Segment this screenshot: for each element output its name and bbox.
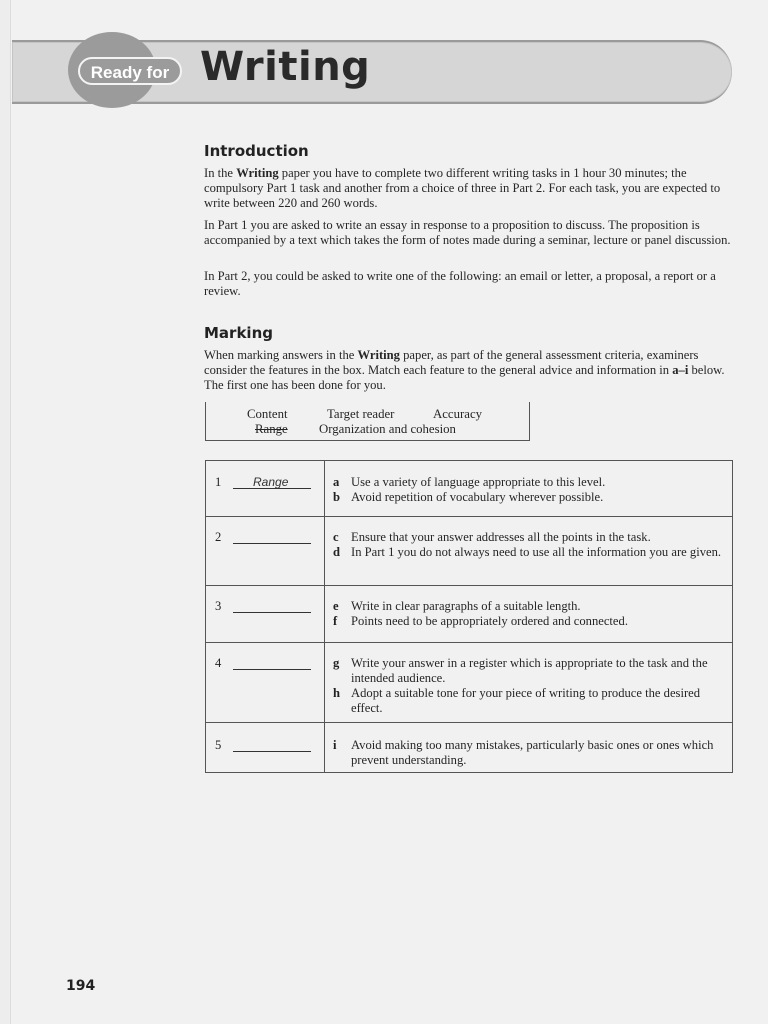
row-number: 4: [215, 656, 222, 670]
introduction-paragraph-1: In the Writing paper you have to complete two different writing tasks in 1 hour 30 minutes; the compulsory Part 1 task and another from a choice of three in Part 2. For each task, you are expected to write between 220 and 260 words.: [204, 166, 721, 210]
feature-organization-and-cohesion: Organization and cohesion: [319, 422, 456, 436]
advice-letter: i: [333, 738, 337, 752]
advice-letter: e: [333, 599, 339, 613]
advice-text: Write your answer in a register which is appropriate to the task and the intended audience.: [351, 656, 708, 685]
introduction-heading: Introduction: [204, 142, 309, 160]
table-column-divider: [324, 461, 325, 772]
advice-letter: h: [333, 686, 341, 700]
advice-letter: a: [333, 475, 340, 489]
advice-text: Avoid repetition of vocabulary wherever possible.: [351, 490, 604, 504]
advice-text: Use a variety of language appropriate to this level.: [351, 475, 606, 489]
answer-blank[interactable]: [233, 739, 311, 752]
page-title: Writing: [200, 44, 371, 90]
feature-target-reader: Target reader: [327, 407, 395, 421]
row-number: 1: [215, 475, 222, 489]
table-row-divider: [206, 642, 732, 643]
answer-blank[interactable]: [233, 657, 311, 670]
table-row-divider: [206, 516, 732, 517]
introduction-paragraph-3: In Part 2, you could be asked to write one of the following: an email or letter, a proposal, a report or a review.: [204, 269, 716, 298]
answer-blank[interactable]: [233, 531, 311, 544]
row-number: 3: [215, 599, 222, 613]
feature-range: Range: [255, 422, 288, 436]
features-box: [205, 402, 530, 441]
advice-text: Ensure that your answer addresses all the points in the task.: [351, 530, 651, 544]
advice-letter: d: [333, 545, 341, 559]
advice-letter: b: [333, 490, 341, 504]
advice-text: Adopt a suitable tone for your piece of writing to produce the desired effect.: [351, 686, 701, 715]
feature-accuracy: Accuracy: [433, 407, 483, 421]
table-row-divider: [206, 585, 732, 586]
answer-blank[interactable]: Range: [233, 476, 311, 489]
ready-for-badge: Ready for: [78, 57, 182, 85]
advice-letter: g: [333, 656, 340, 670]
advice-text: In Part 1 you do not always need to use all the information you are given.: [351, 545, 722, 559]
marking-heading: Marking: [204, 324, 273, 342]
advice-text: Points need to be appropriately ordered and connected.: [351, 614, 628, 628]
matching-table: [205, 460, 733, 773]
feature-content: Content: [247, 407, 288, 421]
row-number: 5: [215, 738, 222, 752]
answer-blank[interactable]: [233, 600, 311, 613]
advice-letter: f: [333, 614, 338, 628]
advice-text: Write in clear paragraphs of a suitable length.: [351, 599, 581, 613]
introduction-paragraph-2: In Part 1 you are asked to write an essay in response to a proposition to discuss. The proposition is accompanied by a text which takes the form of notes made during a seminar, lecture or panel discussion.: [204, 218, 731, 247]
row-number: 2: [215, 530, 222, 544]
marking-paragraph: When marking answers in the Writing paper, as part of the general assessment criteria, examiners consider the features in the box. Match each feature to the general advice and information in a–i below. The first one has been done for you.: [204, 348, 725, 392]
features-box-left-rule: [205, 402, 206, 440]
advice-letter: c: [333, 530, 339, 544]
page-number: 194: [66, 978, 96, 994]
advice-text: Avoid making too many mistakes, particularly basic ones or ones which prevent understanding.: [351, 738, 714, 767]
table-row-divider: [206, 722, 732, 723]
